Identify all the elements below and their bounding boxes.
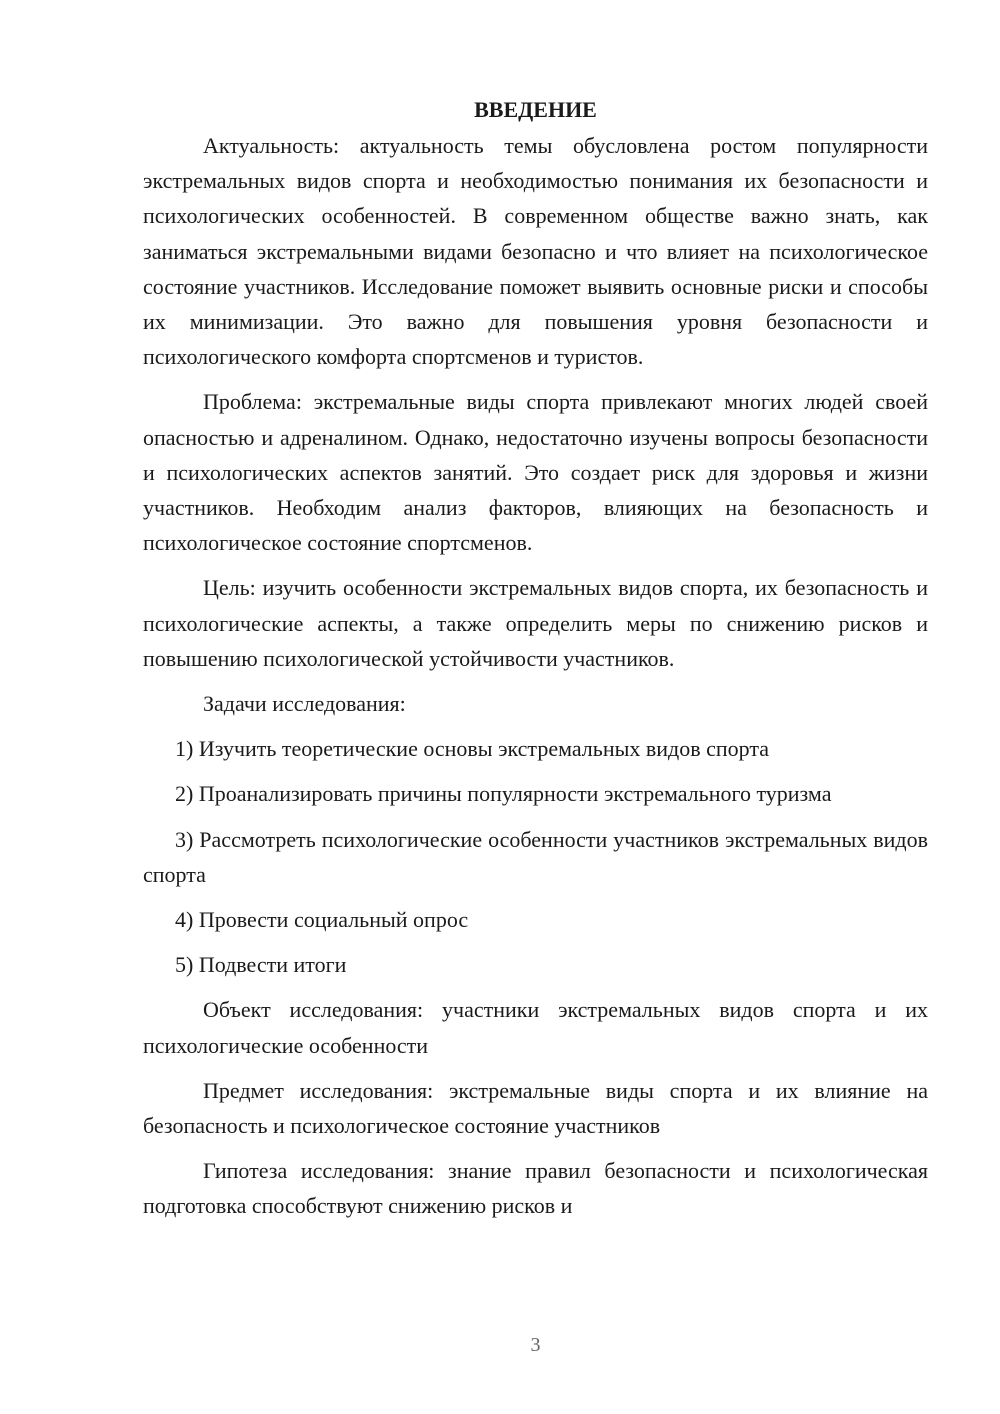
problem-paragraph: Проблема: экстремальные виды спорта привлекают многих людей своей опасностью и адреналином. Однако, недостаточно изучены вопросы безопасности и психологических аспектов занятий. Это создает риск для здоровья и жизни участников. Необходим анализ факторов, влияющих на безопасность и психологическое состояние спортсменов. (143, 389, 928, 556)
tasks-title: Задачи исследования: (203, 691, 406, 717)
section-heading: ВВЕДЕНИЕ (474, 97, 597, 122)
task-item-1: 1) Изучить теоретические основы экстремальных видов спорта (175, 736, 770, 762)
goal-paragraph: Цель: изучить особенности экстремальных видов спорта, их безопасность и психологические аспекты, а также определить меры по снижению рисков и повышению психологической устойчивости участников. (143, 575, 928, 671)
task-item-4: 4) Провести социальный опрос (175, 907, 469, 933)
page-number: 3 (530, 1334, 541, 1356)
task-item-2: 2) Проанализировать причины популярности экстремального туризма (175, 781, 832, 807)
task-item-3: 3) Рассмотреть психологические особенности участников экстремальных видов спорта (143, 826, 928, 887)
subject-paragraph: Предмет исследования: экстремальные виды спорта и их влияние на безопасность и психологическое состояние участников (143, 1077, 928, 1139)
hypothesis-paragraph: Гипотеза исследования: знание правил безопасности и психологическая подготовка способствуют снижению рисков и (143, 1158, 928, 1219)
document-page (143, 92, 928, 1224)
relevance-paragraph: Актуальность: актуальность темы обусловлена ростом популярности экстремальных видов спорта и необходимостью понимания их безопасности и психологических особенностей. В современном обществе важно знать, как заниматься экстремальными видами безопасно и что влияет на психологическое состояние участников. Исследование поможет выявить основные риски и способы их минимизации. Это важно для повышения уровня безопасности и психологического комфорта спортсменов и туристов. (143, 133, 928, 370)
task-item-5: 5) Подвести итоги (175, 952, 347, 978)
object-paragraph: Объект исследования: участники экстремальных видов спорта и их психологические особенности (143, 997, 928, 1058)
